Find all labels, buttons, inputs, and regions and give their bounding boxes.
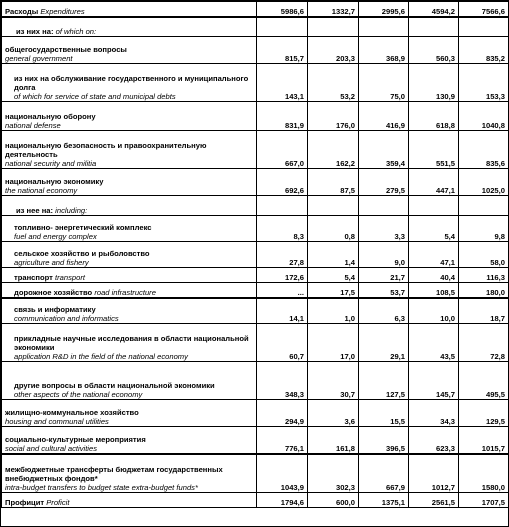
label-russian: межбюджетные трансферты бюджетам государственных внебюджетных фондов* (5, 465, 223, 483)
label-english: fuel and energy complex (14, 232, 97, 241)
row-label (2, 324, 257, 362)
value-cell: 1,0 (308, 298, 359, 324)
value-cell (409, 17, 459, 37)
table-row (2, 454, 509, 493)
label-russian: из них на: (16, 27, 54, 36)
label-russian: национальную оборону (5, 112, 96, 121)
value-cell: 143,1 (257, 64, 308, 102)
value-cell: 600,0 (308, 493, 359, 508)
value-cell: 53,7 (359, 283, 409, 298)
row-label (2, 427, 257, 454)
table-row (2, 131, 509, 169)
label-russian: общегосударственные вопросы (5, 45, 127, 54)
table-row (2, 493, 509, 508)
value-cell (409, 196, 459, 216)
value-cell: ... (257, 283, 308, 298)
row-label (2, 400, 257, 427)
value-cell: 551,5 (409, 131, 459, 169)
value-cell: 5,4 (308, 268, 359, 283)
value-cell: 5,4 (409, 216, 459, 242)
value-cell (459, 17, 509, 37)
value-cell (257, 17, 308, 37)
budget-table (1, 1, 509, 508)
row-label (2, 102, 257, 131)
value-cell: 416,9 (359, 102, 409, 131)
row-label (2, 493, 257, 508)
label-english: national defense (5, 121, 61, 130)
value-cell: 72,8 (459, 324, 509, 362)
value-cell: 1794,6 (257, 493, 308, 508)
label-russian: другие вопросы в области национальной экономики (14, 381, 215, 390)
value-cell: 108,5 (409, 283, 459, 298)
value-cell: 1,4 (308, 242, 359, 268)
label-english: the national economy (5, 186, 78, 195)
row-label (2, 298, 257, 324)
value-cell: 15,5 (359, 400, 409, 427)
value-cell: 623,3 (409, 427, 459, 454)
label-english: intra-budget transfers to budget state extra-budget funds* (5, 483, 198, 492)
row-label (2, 169, 257, 196)
value-cell: 279,5 (359, 169, 409, 196)
table-row (2, 102, 509, 131)
value-cell: 129,5 (459, 400, 509, 427)
value-cell: 172,6 (257, 268, 308, 283)
label-russian: топливно- энергетический комплекс (14, 223, 152, 232)
label-english: general government (5, 54, 73, 63)
label-english: Proficit (46, 498, 70, 507)
value-cell: 1025,0 (459, 169, 509, 196)
value-cell: 34,3 (409, 400, 459, 427)
value-cell: 8,3 (257, 216, 308, 242)
label-english: Expenditures (40, 6, 85, 16)
value-cell: 7566,6 (459, 2, 509, 17)
value-cell: 667,0 (257, 131, 308, 169)
table-row (2, 216, 509, 242)
value-cell: 348,3 (257, 362, 308, 400)
value-cell (308, 196, 359, 216)
value-cell: 1332,7 (308, 2, 359, 17)
value-cell: 368,9 (359, 37, 409, 64)
label-russian: прикладные научные исследования в области национальной экономики (14, 334, 249, 352)
value-cell: 1015,7 (459, 427, 509, 454)
value-cell: 14,1 (257, 298, 308, 324)
value-cell: 116,3 (459, 268, 509, 283)
label-russian: транспорт (14, 273, 53, 282)
value-cell: 5986,6 (257, 2, 308, 17)
row-label (2, 196, 257, 216)
value-cell: 53,2 (308, 64, 359, 102)
label-russian: сельское хозяйство и рыболовство (14, 249, 150, 258)
label-russian: Профицит (5, 498, 45, 507)
label-english: road infrastructure (94, 287, 156, 297)
row-label (2, 268, 257, 283)
value-cell: 29,1 (359, 324, 409, 362)
label-russian: из нее на: (16, 206, 54, 215)
label-english: agriculture and fishery (14, 258, 89, 267)
label-english: transport (55, 273, 85, 282)
value-cell: 3,6 (308, 400, 359, 427)
value-cell: 75,0 (359, 64, 409, 102)
row-label (2, 131, 257, 169)
value-cell: 9,8 (459, 216, 509, 242)
label-english: including: (55, 206, 88, 215)
table-row (2, 268, 509, 283)
value-cell: 153,3 (459, 64, 509, 102)
table-row (2, 196, 509, 216)
value-cell: 815,7 (257, 37, 308, 64)
table-row (2, 400, 509, 427)
label-russian: связь и информатику (14, 305, 96, 314)
value-cell: 203,3 (308, 37, 359, 64)
value-cell: 162,2 (308, 131, 359, 169)
row-label (2, 37, 257, 64)
value-cell: 831,9 (257, 102, 308, 131)
value-cell: 692,6 (257, 169, 308, 196)
value-cell: 176,0 (308, 102, 359, 131)
value-cell: 2995,6 (359, 2, 409, 17)
label-english: housing and communal utilities (5, 417, 109, 426)
row-label (2, 216, 257, 242)
table-row (2, 362, 509, 400)
value-cell: 10,0 (409, 298, 459, 324)
table-row (2, 169, 509, 196)
value-cell: 3,3 (359, 216, 409, 242)
label-english: application R&D in the field of the national economy (14, 352, 188, 361)
value-cell: 60,7 (257, 324, 308, 362)
value-cell: 47,1 (409, 242, 459, 268)
value-cell: 180,0 (459, 283, 509, 298)
value-cell: 18,7 (459, 298, 509, 324)
label-english: communication and informatics (14, 314, 119, 323)
table-row (2, 2, 509, 17)
value-cell (308, 17, 359, 37)
label-russian: жилищно-коммунальное хозяйство (5, 408, 139, 417)
label-english: other aspects of the national economy (14, 390, 143, 399)
row-label (2, 362, 257, 400)
row-label (2, 454, 257, 493)
value-cell: 396,5 (359, 427, 409, 454)
value-cell: 43,5 (409, 324, 459, 362)
value-cell: 1375,1 (359, 493, 409, 508)
table-row (2, 242, 509, 268)
label-russian: социально-культурные мероприятия (5, 434, 146, 444)
value-cell (359, 196, 409, 216)
label-russian: дорожное хозяйство (14, 287, 93, 297)
table-row (2, 298, 509, 324)
value-cell: 27,8 (257, 242, 308, 268)
value-cell: 835,6 (459, 131, 509, 169)
value-cell: 2561,5 (409, 493, 459, 508)
value-cell: 294,9 (257, 400, 308, 427)
value-cell: 130,9 (409, 64, 459, 102)
table-row (2, 427, 509, 454)
row-label (2, 242, 257, 268)
value-cell: 40,4 (409, 268, 459, 283)
table-row (2, 17, 509, 37)
value-cell: 359,4 (359, 131, 409, 169)
row-label (2, 64, 257, 102)
value-cell: 30,7 (308, 362, 359, 400)
label-english: national security and militia (5, 159, 97, 168)
value-cell: 447,1 (409, 169, 459, 196)
value-cell: 0,8 (308, 216, 359, 242)
value-cell (257, 196, 308, 216)
label-english: of which on: (55, 27, 97, 36)
value-cell: 1580,0 (459, 454, 509, 493)
value-cell: 4594,2 (409, 2, 459, 17)
value-cell (359, 17, 409, 37)
table-row (2, 324, 509, 362)
row-label (2, 2, 257, 17)
value-cell: 145,7 (409, 362, 459, 400)
row-label (2, 283, 257, 298)
table-row (2, 37, 509, 64)
value-cell: 1040,8 (459, 102, 509, 131)
value-cell: 495,5 (459, 362, 509, 400)
value-cell: 6,3 (359, 298, 409, 324)
row-label (2, 17, 257, 37)
value-cell: 302,3 (308, 454, 359, 493)
value-cell: 667,9 (359, 454, 409, 493)
value-cell (459, 196, 509, 216)
label-russian: Расходы (5, 6, 39, 16)
table-body (2, 2, 509, 508)
value-cell: 161,8 (308, 427, 359, 454)
value-cell: 21,7 (359, 268, 409, 283)
table-row (2, 283, 509, 298)
label-russian: национальную безопасность и правоохранительную деятельность (5, 141, 207, 159)
value-cell: 9,0 (359, 242, 409, 268)
value-cell: 58,0 (459, 242, 509, 268)
value-cell: 618,8 (409, 102, 459, 131)
label-english: social and cultural activities (5, 443, 98, 453)
value-cell: 87,5 (308, 169, 359, 196)
value-cell: 1012,7 (409, 454, 459, 493)
label-english: of which for service of state and municipal debts (14, 92, 176, 101)
label-russian: национальную экономику (5, 177, 104, 186)
label-russian: из них на обслуживание государственного и муниципального долга (14, 74, 249, 92)
value-cell: 560,3 (409, 37, 459, 64)
value-cell: 17,0 (308, 324, 359, 362)
value-cell: 835,2 (459, 37, 509, 64)
value-cell: 776,1 (257, 427, 308, 454)
value-cell: 127,5 (359, 362, 409, 400)
value-cell: 1707,5 (459, 493, 509, 508)
value-cell: 1043,9 (257, 454, 308, 493)
value-cell: 17,5 (308, 283, 359, 298)
table-row (2, 64, 509, 102)
